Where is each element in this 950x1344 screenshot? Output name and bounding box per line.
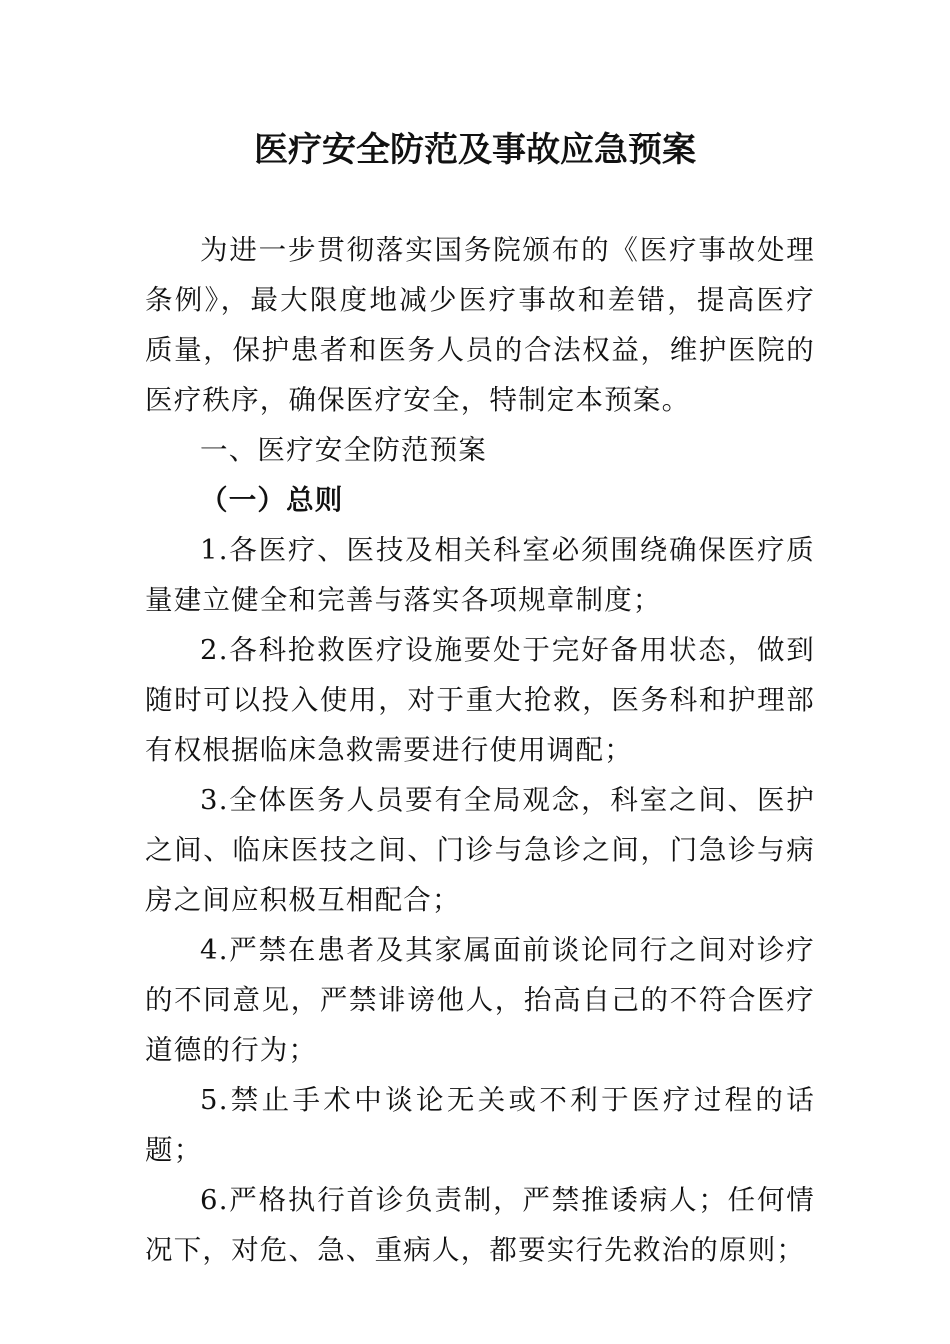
list-item: 6.严格执行首诊负责制，严禁推诿病人；任何情况下，对危、急、重病人，都要实行先救治的原则； [145, 1184, 815, 1266]
document-body [145, 225, 815, 1275]
list-item: 3.全体医务人员要有全局观念，科室之间、医护之间、临床医技之间、门诊与急诊之间，门急诊与病房之间应积极互相配合； [145, 784, 815, 916]
intro-paragraph: 为进一步贯彻落实国务院颁布的《医疗事故处理条例》，最大限度地减少医疗事故和差错，提高医疗质量，保护患者和医务人员的合法权益，维护医院的医疗秩序，确保医疗安全，特制定本预案。 [145, 234, 815, 416]
list-item: 2.各科抢救医疗设施要处于完好备用状态，做到随时可以投入使用，对于重大抢救，医务科和护理部有权根据临床急救需要进行使用调配； [145, 634, 815, 766]
list-item: 5.禁止手术中谈论无关或不利于医疗过程的话题； [145, 1084, 815, 1166]
subsection-heading: （一）总则 [200, 484, 344, 516]
list-item: 4.严禁在患者及其家属面前谈论同行之间对诊疗的不同意见，严禁诽谤他人，抬高自己的不符合医疗道德的行为； [145, 934, 815, 1066]
document-title: 医疗安全防范及事故应急预案 [254, 130, 696, 170]
section-heading: 一、医疗安全防范预案 [200, 434, 487, 466]
list-item: 1.各医疗、医技及相关科室必须围绕确保医疗质量建立健全和完善与落实各项规章制度； [145, 534, 815, 616]
